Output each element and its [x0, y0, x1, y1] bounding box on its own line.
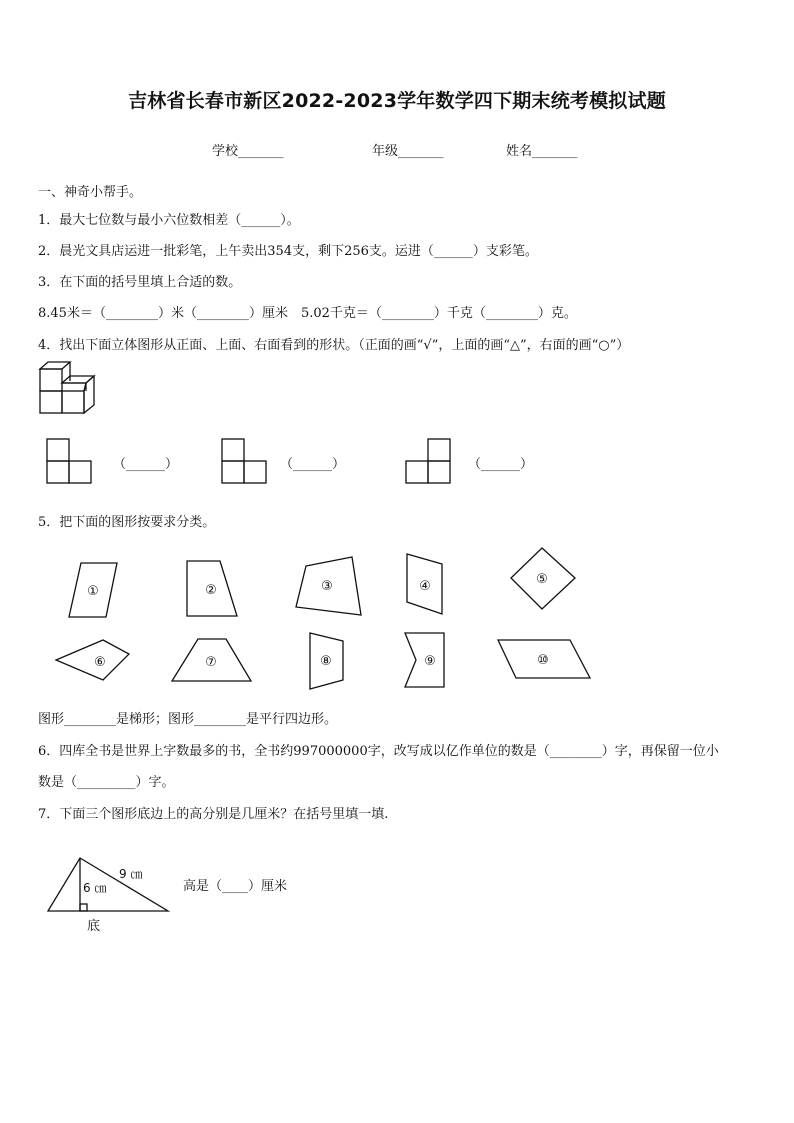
shape-label-9: ⑨	[424, 654, 436, 669]
shape-label-7: ⑦	[205, 655, 217, 670]
height-label: 6 ㎝	[83, 881, 107, 895]
base-label: 底	[87, 919, 101, 934]
shape-label-10: ⑩	[537, 653, 549, 668]
shape-label-2: ②	[205, 583, 217, 598]
grade-field: 年级_______	[372, 144, 444, 159]
school-field: 学校_______	[212, 144, 284, 159]
height-answer: 高是（____）厘米	[183, 879, 288, 894]
section-heading: 一、神奇小帮手。	[38, 185, 143, 200]
question-2: 2．晨光文具店运进一批彩笔，上午卖出354支，剩下256支。运进（______）支彩笔。	[38, 244, 538, 259]
question-3-line: 8.45米＝（________）米（________）厘米 5.02千克＝（________）千克（________）克。	[38, 306, 577, 321]
shape-label-5: ⑤	[536, 572, 548, 587]
shape-label-4: ④	[419, 579, 431, 594]
question-6-line-1: 6．四库全书是世界上字数最多的书，全书约997000000字，改写成以亿作单位的数是（________）字，再保留一位小	[38, 744, 719, 759]
name-field: 姓名_______	[506, 144, 578, 159]
view-blank-1[interactable]: （______）	[113, 457, 179, 472]
question-3: 3．在下面的括号里填上合适的数。	[38, 275, 242, 290]
question-7: 7．下面三个图形底边上的高分别是几厘米？在括号里填一填.	[38, 807, 389, 822]
view-blank-3[interactable]: （______）	[468, 457, 534, 472]
question-5: 5．把下面的图形按要求分类。	[38, 515, 216, 530]
shape-label-1: ①	[87, 584, 99, 599]
page-title: 吉林省长春市新区2022-2023学年数学四下期末统考模拟试题	[128, 90, 666, 112]
shape-label-6: ⑥	[94, 655, 106, 670]
shape-label-3: ③	[321, 579, 333, 594]
side-length-label: 9 ㎝	[119, 867, 143, 881]
question-1: 1．最大七位数与最小六位数相差（______）。	[38, 213, 300, 228]
shape-label-8: ⑧	[320, 654, 332, 669]
view-blank-2[interactable]: （______）	[280, 457, 346, 472]
question-4: 4．找出下面立体图形从正面、上面、右面看到的形状。（正面的画“√”，上面的画“△”，右面的画“○”）	[38, 338, 630, 353]
question-5-answer: 图形________是梯形；图形________是平行四边形。	[38, 712, 338, 727]
question-6-line-2: 数是（_________）字。	[38, 775, 175, 790]
